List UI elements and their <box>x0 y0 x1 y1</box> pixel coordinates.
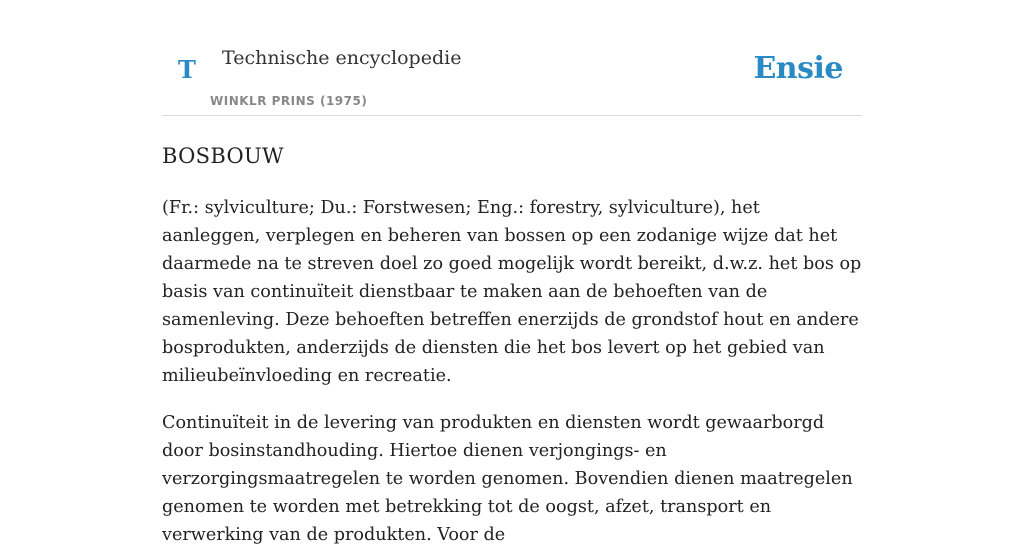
entry-paragraph: (Fr.: sylviculture; Du.: Forstwesen; Eng.: forestry, sylviculture), het aanleggen, verplegen en beheren van bossen op een zodanige wijze dat het daarmede na te streven doel zo goed mogelijk wordt bereikt, d.w.z. het bos op basis van continuïteit dienstbaar te maken aan de behoeften van de samenleving. Deze behoeften betreffen enerzijds de grondstof hout en andere bosprodukten, anderzijds de diensten die het bos levert op het gebied van milieubeïnvloeding en recreatie. <box>162 198 862 386</box>
page-container <box>162 0 862 549</box>
entry-body <box>162 194 862 549</box>
book-logo-icon[interactable]: T <box>178 55 196 84</box>
page-header <box>162 0 862 116</box>
brand-logo[interactable]: Ensie <box>753 51 843 86</box>
book-source-label: WINKLR PRINS (1975) <box>210 94 368 108</box>
entry-paragraph: Continuïteit in de levering van produkten en diensten wordt gewaarborgd door bosinstandhouding. Hiertoe dienen verjongings- en verzorgingsmaatregelen te worden genomen. Bovendien dienen maatregelen genomen te worden met betrekking tot de oogst, afzet, transport en verwerking van de produkten. Voor de <box>162 413 853 545</box>
book-title-link[interactable]: Technische encyclopedie <box>222 47 462 69</box>
entry-title: BOSBOUW <box>162 144 284 168</box>
